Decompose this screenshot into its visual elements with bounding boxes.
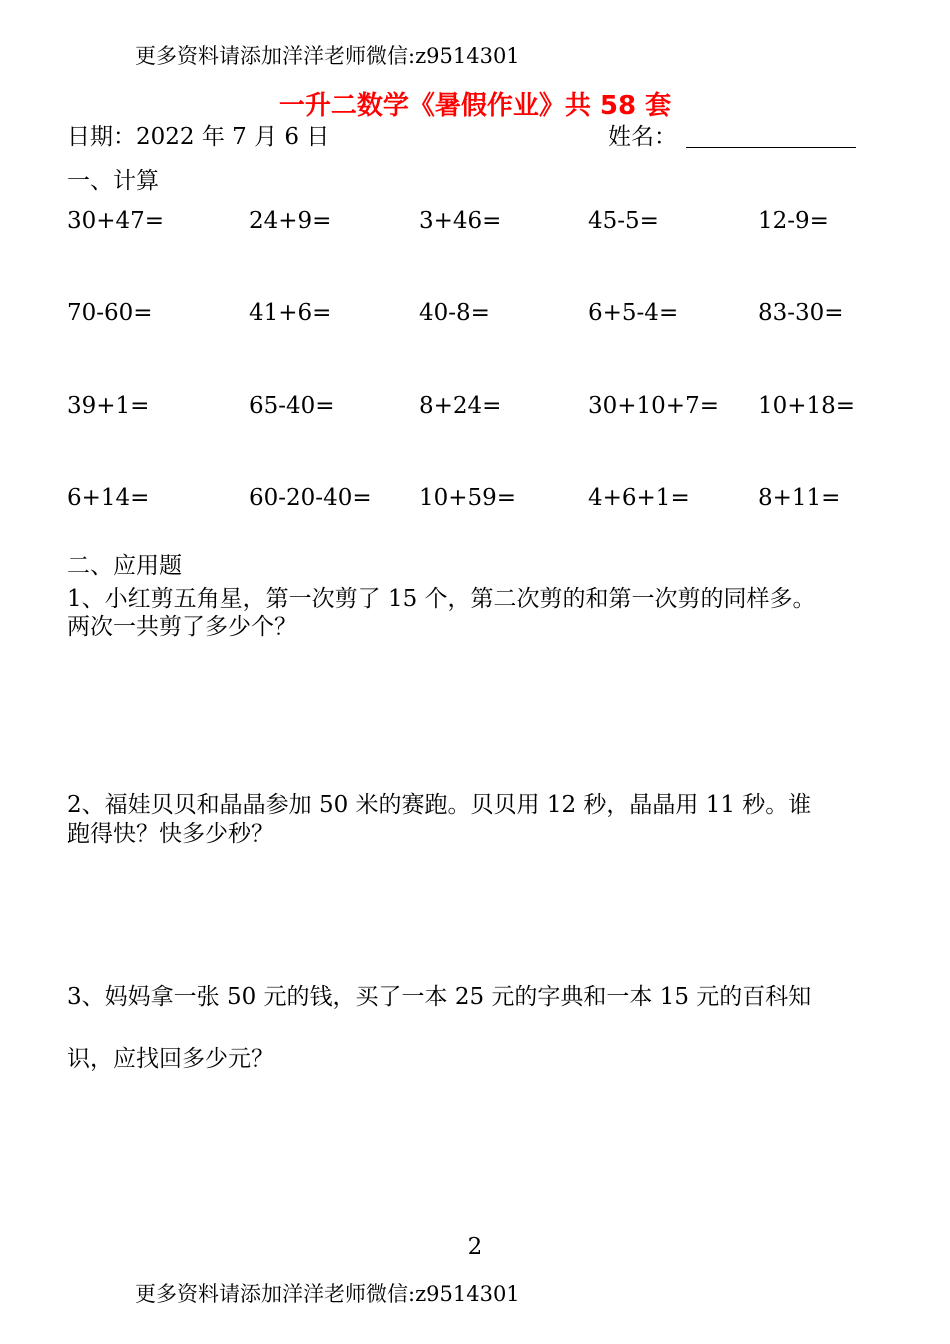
problem: 65-40= xyxy=(249,393,335,419)
word-problem-2-line-2: 跑得快？快多少秒？ xyxy=(67,821,274,847)
problem: 10+18= xyxy=(758,393,856,419)
problem: 39+1= xyxy=(67,393,150,419)
promo-header: 更多资料请添加洋洋老师微信:z9514301 xyxy=(135,44,520,68)
problem: 83-30= xyxy=(758,300,844,326)
section-heading-calculation: 一、计算 xyxy=(67,168,159,194)
problem: 30+10+7= xyxy=(588,393,719,419)
problem: 3+46= xyxy=(419,208,502,234)
name-blank-line xyxy=(686,147,856,148)
word-problem-1-line-2: 两次一共剪了多少个？ xyxy=(67,614,297,640)
problem: 4+6+1= xyxy=(588,485,690,511)
problem: 60-20-40= xyxy=(249,485,372,511)
word-problem-3-line-2: 识，应找回多少元？ xyxy=(67,1046,274,1072)
problem: 30+47= xyxy=(67,208,165,234)
word-problem-1-line-1: 1、小红剪五角星，第一次剪了 15 个，第二次剪的和第一次剪的同样多。 xyxy=(67,586,816,612)
date-line: 日期：2022 年 7 月 6 日 xyxy=(67,124,330,150)
name-label: 姓名： xyxy=(608,124,677,150)
problem: 6+14= xyxy=(67,485,150,511)
problem: 10+59= xyxy=(419,485,517,511)
page-title: 一升二数学《暑假作业》共 58 套 xyxy=(278,91,672,121)
page-number: 2 xyxy=(467,1234,483,1260)
problem: 45-5= xyxy=(588,208,659,234)
problem: 41+6= xyxy=(249,300,332,326)
problem: 12-9= xyxy=(758,208,829,234)
section-heading-word-problems: 二、应用题 xyxy=(67,553,182,579)
problem: 24+9= xyxy=(249,208,332,234)
problem: 6+5-4= xyxy=(588,300,679,326)
problem: 8+11= xyxy=(758,485,841,511)
problem: 70-60= xyxy=(67,300,153,326)
problem: 8+24= xyxy=(419,393,502,419)
promo-footer: 更多资料请添加洋洋老师微信:z9514301 xyxy=(135,1282,520,1306)
word-problem-3-line-1: 3、妈妈拿一张 50 元的钱，买了一本 25 元的字典和一本 15 元的百科知 xyxy=(67,984,812,1010)
word-problem-2-line-1: 2、福娃贝贝和晶晶参加 50 米的赛跑。贝贝用 12 秒，晶晶用 11 秒。谁 xyxy=(67,792,812,818)
problem: 40-8= xyxy=(419,300,490,326)
